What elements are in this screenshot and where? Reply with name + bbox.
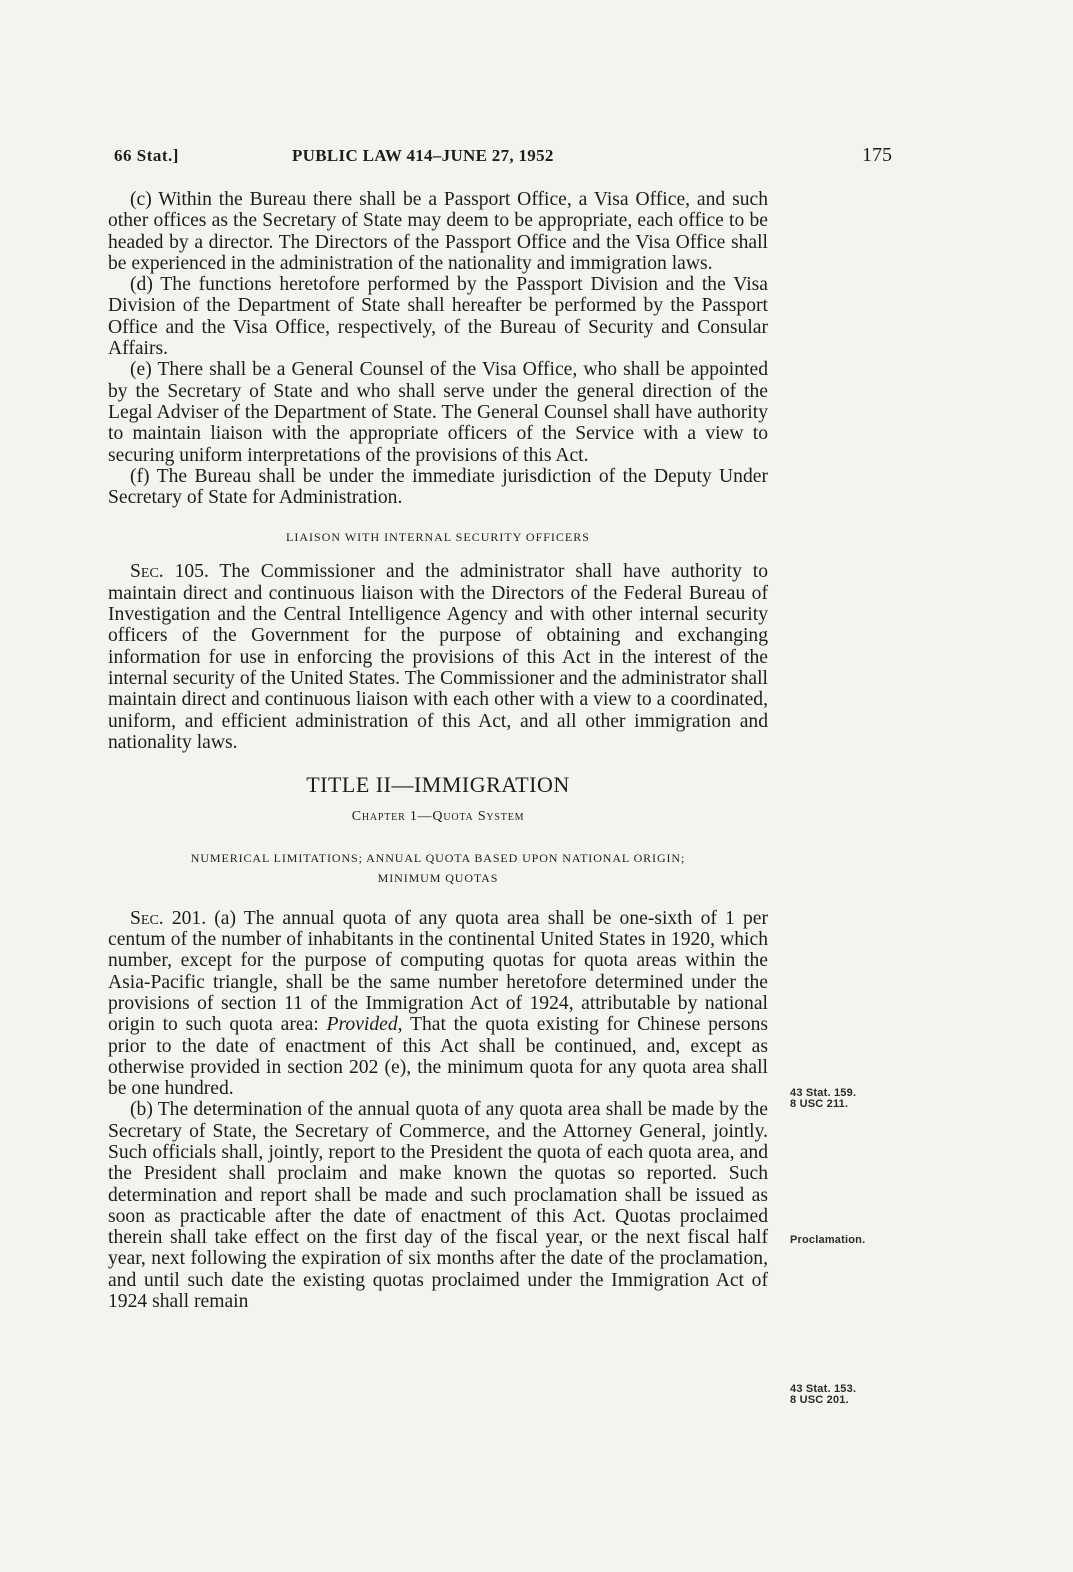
margin-note-citation-2 (790, 1384, 856, 1406)
margin-note-3-line1: 43 Stat. 153. (790, 1383, 857, 1395)
chapter-heading: Chapter 1—Quota System (351, 809, 525, 825)
section-105-heading: LIAISON WITH INTERNAL SECURITY OFFICERS (286, 530, 590, 545)
page-header (114, 144, 892, 174)
section-201-heading (108, 848, 768, 888)
margin-note-citation-1 (790, 1088, 856, 1110)
section-201-heading-line1: NUMERICAL LIMITATIONS; ANNUAL QUOTA BASED UPON NATIONAL ORIGIN; (190, 850, 686, 865)
section-105-body: The Commissioner and the administrator shall have authority to maintain direct and continuous liaison with the Directors of the Federal Bureau of Investigation and the Central Intelligence Agency and with other internal security officers of the Government for the purpose of obtaining and exchanging information for use in enforcing the provisions of this Act in the interest of the internal security of the United States. The Commissioner and the administrator shall maintain direct and continuous liaison with each other with a view to a coordinated, uniform, and efficient administration of this Act, and all other immigration and nationality laws. (108, 561, 768, 753)
provided-term: Provided, (326, 1014, 403, 1036)
margin-note-1-line1: 43 Stat. 159. (790, 1087, 857, 1099)
section-201-label: Sec. 201. (130, 907, 207, 929)
section-201-a (108, 908, 768, 1100)
section-201-heading-line2: MINIMUM QUOTAS (377, 870, 499, 885)
paragraph-d: (d) The functions heretofore performed by the Passport Division and the Visa Division of the Department of State shall hereafter be performed by the Passport Office and the Visa Office, respectively, of the Bureau of Security and Consular Affairs. (108, 274, 768, 360)
section-201-b: (b) The determination of the annual quota of any quota area shall be made by the Secretary of State, the Secretary of Commerce, and the Attorney General, jointly. Such officials shall, jointly, report to the President the quota of each quota area, and the President shall proclaim and make known the quotas so reported. Such determination and report shall be made and such proclamation shall be issued as soon as practicable after the date of enactment of this Act. Quotas proclaimed therein shall take effect on the first day of the fiscal year, or the next fiscal half year, next following the expiration of six months after the date of the proclamation, and until such date the existing quotas proclaimed under the Immigration Act of 1924 shall remain (108, 1099, 768, 1313)
margin-note-1-line2: 8 USC 211. (790, 1098, 849, 1110)
margin-note-3-line2: 8 USC 201. (790, 1394, 849, 1406)
section-105-text (108, 561, 768, 753)
paragraph-c: (c) Within the Bureau there shall be a Passport Office, a Visa Office, and such other offices as the Secretary of State may deem to be appropriate, each office to be headed by a director. The Directors of the Passport Office and the Visa Office shall be experienced in the administration of the nationality and immigration laws. (108, 189, 768, 274)
title-heading: TITLE II—IMMIGRATION (306, 772, 570, 798)
section-201-a-part1: (a) The annual quota of any quota area shall be one-sixth of 1 per centum of the number of inhabitants in the continental United States in 1920, which number, except for the purpose of computing quotas for quota areas within the Asia-Pacific triangle, shall be the same number heretofore determined under the provisions of section 11 of the Immigration Act of 1924, attributable by national origin to such quota area: (108, 907, 769, 1036)
paragraph-f: (f) The Bureau shall be under the immediate jurisdiction of the Deputy Under Secretary of State for Administration. (108, 465, 768, 509)
running-title: PUBLIC LAW 414–JUNE 27, 1952 (292, 146, 554, 165)
margin-note-proclamation: Proclamation. (790, 1234, 866, 1246)
paragraph-e: (e) There shall be a General Counsel of the Visa Office, who shall be appointed by the Secretary of State and who shall serve under the general direction of the Legal Adviser of the Department of State. The General Counsel shall have authority to maintain liaison with the appropriate officers of the Service with a view to securing uniform interpretations of the provisions of this Act. (108, 359, 768, 466)
section-201-a-part2: That the quota existing for Chinese persons prior to the date of enactment of this Act shall be continued, and, except as otherwise provided in section 202 (e), the minimum quota for any quota area shall be one hundred. (108, 1014, 768, 1100)
section-105-label: Sec. 105. (130, 561, 209, 583)
body-text (108, 189, 768, 1312)
volume-reference: 66 Stat.] (114, 146, 179, 165)
page-number: 175 (862, 144, 892, 166)
